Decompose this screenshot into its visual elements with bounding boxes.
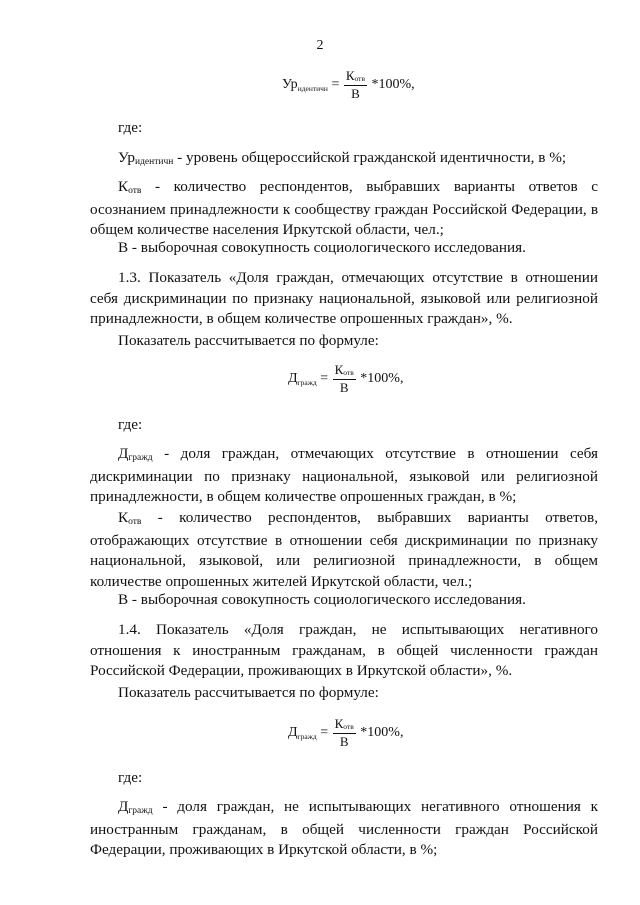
formula-lhs: $Д_{гражд}$ [288,725,317,741]
formula-discrimination-share [288,362,403,396]
calculation-note: Показатель рассчитывается по формуле: [118,332,379,349]
formula-tail: *100%, [360,725,404,740]
page-number: 2 [316,38,324,53]
definition-sample: В - выборочная совокупность социологического исследования. [118,591,526,608]
definition-foreigners-attitude-share: Дгражд - доля граждан, не испытывающих негативного отношения к иностранным гражданам, в общей численности граждан Российской Федерации, проживающих в Иркутской области, в %; [90,798,598,858]
where-label: где: [118,119,143,136]
formula-foreigners-attitude-share [288,716,403,750]
definition-respondents-count: Котв - количество респондентов, выбравших варианты ответов с осознанием принадлежности к сообществу граждан Российской Федерации, в общем количестве населения Иркутской области, чел.; [90,178,598,238]
formula-lhs: $Ур_{идентичн}$ [282,77,328,93]
formula-lhs: $Д_{гражд}$ [288,371,317,387]
formula-fraction: $\frac{\text{Котв}}{В}$ [334,716,354,749]
formula-tail: *100%, [360,371,404,386]
formula-equals: = [320,371,329,386]
formula-tail: *100%, [371,77,415,92]
formula-fraction: $\frac{\text{Котв}}{В}$ [345,68,365,101]
formula-equals: = [320,725,329,740]
indicator-1-4: 1.4. Показатель «Доля граждан, не испытывающих негативного отношения к иностранным гражданам, в общей численности граждан Российской Федерации, проживающих в Иркутской области», %. [90,621,598,679]
where-label: где: [118,769,143,786]
formula-identity-level [282,68,415,102]
formula-fraction: $\frac{\text{Котв}}{В}$ [334,362,354,395]
where-label: где: [118,416,143,433]
definition-identity-level: Уридентичн - уровень общероссийской гражданской идентичности, в %; [118,149,567,167]
calculation-note: Показатель рассчитывается по формуле: [118,684,379,701]
definition-sample: В - выборочная совокупность социологического исследования. [118,239,526,256]
indicator-1-3: 1.3. Показатель «Доля граждан, отмечающих отсутствие в отношении себя дискриминации по признаку национальной, языковой или религиозной принадлежности, в общем количестве опрошенных граждан», %. [90,269,598,327]
definition-respondents-count: Котв - количество респондентов, выбравших варианты ответов, отображающих отсутствие в отношении себя дискриминации по признаку национальной, языковой, или религиозной принадлежности, в общем количестве опрошенных жителей Иркутской области, чел.; [90,509,598,590]
definition-discrimination-share: Дгражд - доля граждан, отмечающих отсутствие в отношении себя дискриминации по признаку национальной, языковой или религиозной принадлежности, в общем количестве опрошенных граждан, в %; [90,445,598,505]
formula-equals: = [331,77,340,92]
